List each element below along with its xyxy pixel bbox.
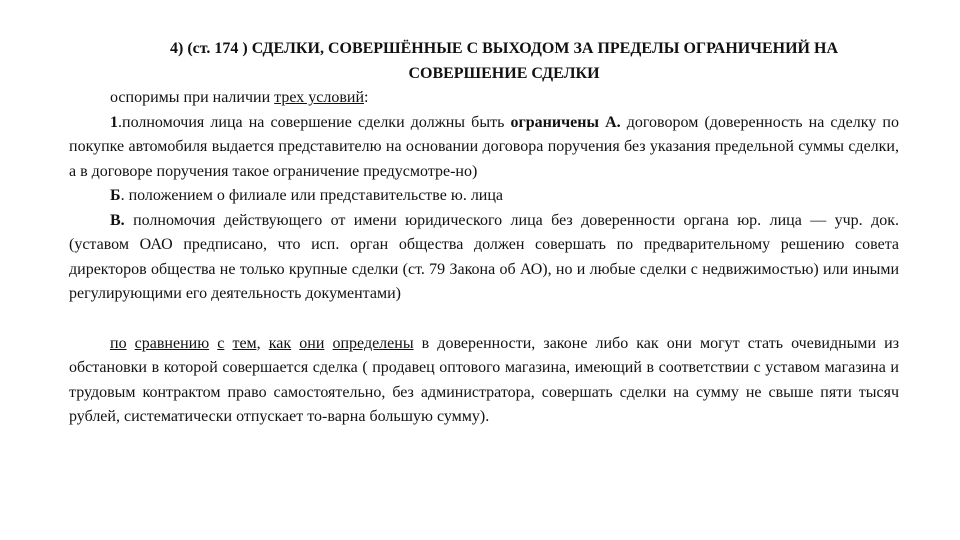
item-1-number: 1 [110, 113, 118, 131]
intro-underlined: трех условий [274, 89, 364, 106]
title-line-2: СОВЕРШЕНИЕ СДЕЛКИ [408, 65, 600, 82]
intro-paragraph [69, 86, 899, 111]
item-b-paragraph [69, 184, 899, 209]
item-v-paragraph [69, 209, 899, 307]
item-b-text: . положением о филиале или представительстве ю. лица [120, 187, 504, 204]
closing-word-6: они [299, 334, 325, 352]
closing-rest: в доверенности, законе либо как они могут стать очевидными из обстановки в которой совершается сделка ( продавец оптового магазина, имеющий в соответствии с уставом магазина и трудовым контрактом право самостоятельно, без администратора, совершать сделки на сумму не свыше пяти тысяч рублей, систематически отпускает то-варна большую сумму). [69, 334, 900, 425]
closing-word-3: с [217, 334, 225, 352]
title-line-1: 4) (ст. 174 ) СДЕЛКИ, СОВЕРШЁННЫЕ С ВЫХОДОМ ЗА ПРЕДЕЛЫ ОГРАНИЧЕНИЙ НА [170, 40, 838, 57]
closing-word-2: сравнению [134, 334, 210, 352]
item-1-text-b: договором (доверенность на сделку по покупке автомобиля выдается представителю на основании договора поручения без указания предельной суммы сделки, а в договоре поручения такое ограничение предусмотре-но) [69, 113, 899, 180]
intro-suffix: : [364, 89, 369, 106]
slide-content [69, 36, 899, 430]
paragraph-spacer [69, 307, 899, 332]
item-v-label: В. [110, 211, 125, 229]
item-1-bold: ограничены А. [510, 113, 621, 131]
closing-word-5: как [268, 334, 292, 352]
slide-title [69, 36, 899, 86]
intro-prefix: оспоримы при наличии [110, 89, 275, 106]
item-1-paragraph [69, 111, 899, 185]
item-b-label: Б [110, 187, 121, 204]
closing-paragraph [69, 332, 899, 430]
item-v-text: полномочия действующего от имени юридического лица без доверенности органа юр. лица — учр. док. (уставом ОАО предписано, что исп. орган общества должен совершать по предварительному решению совета директоров общества не только крупные сделки (ст. 79 Закона об АО), но и любые сделки с недвижимостью) или иными регулирующими его деятельность документами) [69, 211, 899, 302]
closing-word-1: по [110, 334, 127, 352]
item-1-text-a: .полномочия лица на совершение сделки должны быть [118, 113, 511, 131]
closing-word-4: тем, [232, 334, 261, 352]
closing-word-7: определены [332, 334, 414, 352]
